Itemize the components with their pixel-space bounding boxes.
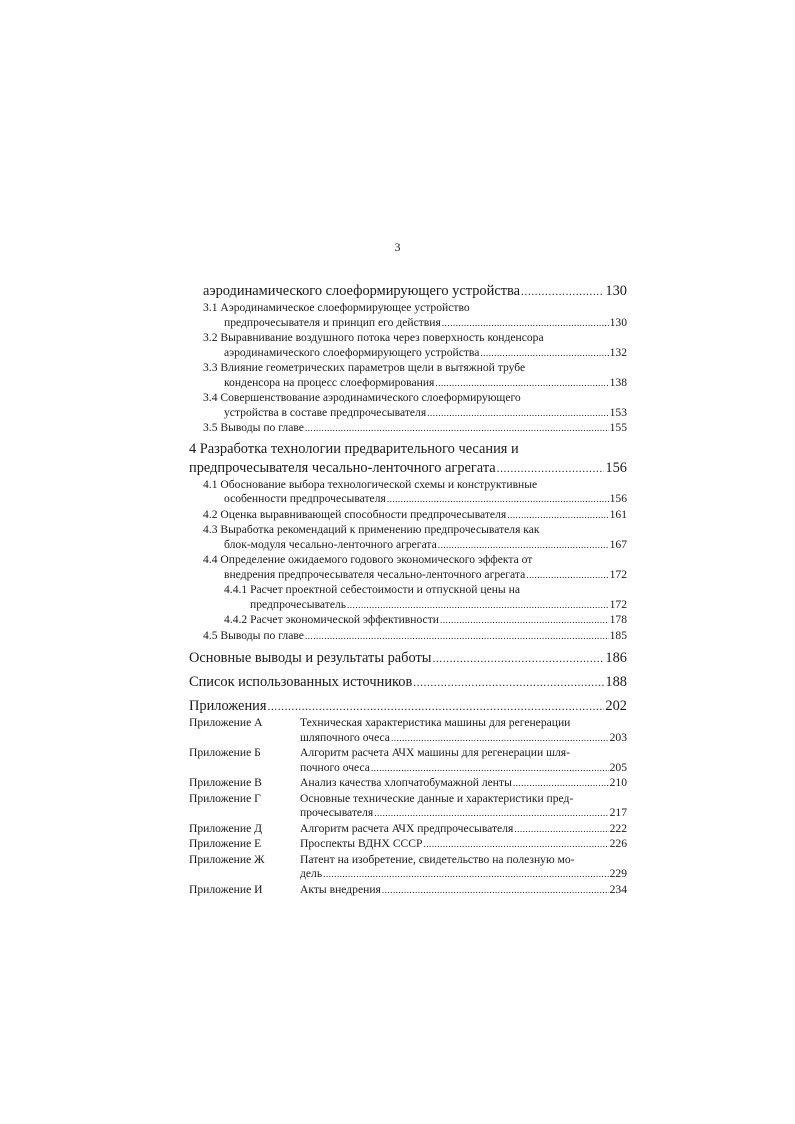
toc-sections-ch3 (189, 301, 627, 437)
toc-page-number: 138 (609, 375, 627, 389)
toc-entry-text: 4.1 Обоснование выбора технологической схемы и конструктивные (203, 477, 538, 491)
dot-leader (507, 509, 608, 524)
toc-entry-text: 3.2 Выравнивание воздушного потока через поверхность конденсора (203, 331, 544, 344)
toc-entry-text: 4.4 Определение ожидаемого годового экономического эффекта от (203, 553, 533, 566)
toc-entry (189, 583, 627, 613)
toc-entry (189, 421, 627, 437)
toc-entry-line (203, 316, 627, 332)
toc-entry-text: Основные выводы и результаты работы (189, 650, 432, 666)
appendix-entry (189, 746, 627, 776)
toc-entry-line (203, 376, 627, 392)
appendix-entry (189, 822, 627, 838)
dot-leader (391, 732, 609, 747)
dot-leader (427, 407, 608, 422)
toc-entry-4-5 (189, 629, 627, 645)
toc-entry-text: 4.5 Выводы по главе (203, 628, 304, 642)
appendix-title (300, 792, 627, 822)
toc-entry-text: внедрения предпрочесывателя чесально-ленточного агрегата (224, 567, 526, 581)
toc-subsections-4-4 (189, 583, 627, 629)
appendix-title-line (300, 867, 627, 883)
toc-entry-text: 3.5 Выводы по главе (203, 421, 304, 434)
appendix-title (300, 883, 627, 899)
toc-entry-text: блок-модуля чесально-ленточного агрегата (224, 537, 437, 551)
dot-leader (521, 282, 604, 301)
toc-entry-text: 3.3 Влияние геометрических параметров щели в вытяжной трубе (203, 361, 526, 374)
appendix-label: Приложение А (189, 716, 263, 729)
toc-entry-text: 3.4 Совершенствование аэродинамического слоеформирующего (203, 391, 521, 404)
appendix-label: Приложение Г (189, 791, 261, 805)
dot-leader (435, 377, 608, 392)
toc-entry-appendices (189, 697, 627, 716)
appendix-entry (189, 776, 627, 792)
appendix-title (300, 837, 627, 853)
appendix-title (300, 853, 627, 883)
toc-page-number: 205 (609, 760, 627, 774)
toc-entry-chapter-4 (189, 440, 627, 478)
toc-entry-line (203, 629, 627, 645)
toc-page-number: 156 (609, 492, 627, 505)
dot-leader (423, 838, 608, 853)
dot-leader (374, 807, 608, 822)
toc-page-number: 186 (605, 650, 627, 666)
toc-entry-text: аэродинамического слоеформирующего устройства (203, 283, 520, 299)
toc-entry (189, 523, 627, 553)
page-number: 3 (394, 240, 401, 254)
dot-leader (305, 630, 609, 645)
toc-page-number: 156 (605, 459, 627, 476)
appendix-title (300, 716, 627, 746)
toc-page-number: 178 (609, 613, 627, 626)
toc-entry (189, 331, 627, 361)
appendix-entry (189, 883, 627, 899)
toc-entry-line (203, 508, 627, 524)
toc-page-number: 229 (609, 867, 627, 880)
toc-entry-text: Приложения (189, 698, 267, 714)
appendix-title-line (300, 761, 627, 777)
toc-entry (189, 613, 627, 629)
dot-leader (413, 673, 604, 692)
dot-leader (480, 347, 608, 362)
appendix-title-text: Патент на изобретение, свидетельство на полезную мо- (300, 852, 575, 866)
toc-entry-text: устройства в составе предпрочесывателя (224, 405, 427, 419)
toc-entry-line (189, 673, 627, 692)
appendix-title-text: Основные технические данные и характеристики пред- (300, 791, 574, 805)
toc-sections-ch4 (189, 478, 627, 584)
appendix-label: Приложение Д (189, 821, 263, 835)
toc-entry-text: 4 Разработка технологии предварительного чесания и (189, 440, 519, 457)
toc-entry-line (203, 492, 627, 508)
appendix-label: Приложение В (189, 776, 262, 789)
toc-entry-text: 4.4.2 Расчет экономической эффективности (224, 613, 439, 626)
toc-page-number: 188 (605, 674, 627, 690)
toc-entry-line (224, 613, 627, 629)
appendix-title-text: прочесывателя (300, 806, 374, 819)
dot-leader (497, 459, 605, 478)
toc-entry-text: предпрочесывателя чесально-ленточного агрегата (189, 459, 496, 476)
toc-entry-text: аэродинамического слоеформирующего устройства (224, 345, 480, 359)
toc-entry-line (203, 568, 627, 584)
appendix-label: Приложение Б (189, 746, 261, 759)
toc-entry-line (203, 282, 627, 301)
appendix-entry (189, 837, 627, 853)
appendix-title-line (300, 776, 627, 792)
toc-page-number: 167 (609, 537, 627, 551)
toc-appendix-list (189, 716, 627, 898)
toc-entry (189, 478, 627, 508)
toc-entry (189, 301, 627, 331)
toc-entry-line (224, 598, 627, 614)
appendix-title-line (300, 822, 627, 838)
toc-entry-text: предпрочесывателя и принцип его действия (224, 315, 441, 329)
toc-entry-text: предпрочесыватель (250, 597, 347, 611)
toc-page-number: 217 (609, 806, 627, 819)
appendix-title-line (300, 837, 627, 853)
toc-page-number: 132 (609, 345, 627, 359)
dot-leader (371, 762, 609, 777)
appendix-title-line (300, 883, 627, 899)
toc-entry-text: 3.1 Аэродинамическое слоеформирующее устройство (203, 301, 470, 314)
toc-page-number: 153 (609, 405, 627, 419)
appendix-title-text: Техническая характеристика машины для регенерации (300, 716, 571, 729)
toc-page-number: 185 (609, 628, 627, 642)
toc-entry-conclusions (189, 649, 627, 668)
toc-entry-text: 4.3 Выработка рекомендаций к применению предпрочесывателя как (203, 523, 540, 536)
toc-page-number: 203 (609, 730, 627, 744)
appendix-title-text: дель (300, 867, 323, 880)
dot-leader (440, 614, 609, 629)
table-of-contents (189, 282, 627, 898)
dot-leader (347, 599, 609, 614)
appendix-label: Приложение Ж (189, 852, 265, 866)
appendix-title-text: Алгоритм расчета АЧХ предпрочесывателя (300, 821, 514, 835)
dot-leader (442, 317, 609, 332)
toc-entry (189, 361, 627, 391)
appendix-title-text: Анализ качества хлопчатобумажной ленты (300, 776, 512, 789)
dot-leader (514, 823, 608, 838)
toc-entry-line (203, 406, 627, 422)
appendix-title-text: шляпочного очеса (300, 730, 390, 744)
appendix-title-text: Акты внедрения (300, 882, 381, 896)
appendix-label: Приложение Е (189, 837, 262, 850)
toc-entry (189, 391, 627, 421)
toc-page-number: 161 (609, 507, 627, 521)
appendix-title-text: Проспекты ВДНХ СССР (300, 837, 423, 850)
dot-leader (323, 868, 608, 883)
appendix-entry (189, 716, 627, 746)
toc-entry-text: 4.4.1 Расчет проектной себестоимости и отпускной цены на (224, 583, 520, 596)
appendix-entry (189, 853, 627, 883)
dot-leader (432, 649, 604, 668)
toc-entry-line (203, 538, 627, 554)
toc-page-number: 172 (609, 597, 627, 611)
toc-page-number: 222 (609, 821, 627, 835)
appendix-title (300, 822, 627, 838)
toc-page-number: 210 (609, 776, 627, 789)
dot-leader (438, 539, 609, 554)
toc-page-number: 172 (609, 567, 627, 581)
toc-entry-text: конденсора на процесс слоеформирования (224, 375, 435, 389)
toc-entry-text: 4.2 Оценка выравнивающей способности предпрочесывателя (203, 507, 507, 521)
toc-entry (189, 508, 627, 524)
toc-entry-line (189, 649, 627, 668)
toc-page-number: 202 (605, 698, 627, 714)
dot-leader (526, 569, 608, 584)
appendix-title-text: Алгоритм расчета АЧХ машины для регенерации шля- (300, 746, 570, 759)
toc-entry-text: Список использованных источников (189, 674, 413, 690)
appendix-title-line (300, 731, 627, 747)
dot-leader (305, 422, 609, 437)
toc-entry-ch3-title-continued (189, 282, 627, 301)
appendix-label: Приложение И (189, 882, 263, 896)
toc-entry-line (203, 421, 627, 437)
toc-entry-text: особенности предпрочесывателя (224, 492, 386, 505)
appendix-title-line (300, 806, 627, 822)
appendix-title (300, 776, 627, 792)
toc-entry-line (203, 346, 627, 362)
toc-page-number: 155 (609, 421, 627, 434)
dot-leader (387, 493, 609, 508)
toc-page-number: 226 (609, 837, 627, 850)
appendix-entry (189, 792, 627, 822)
toc-page-number: 130 (605, 283, 627, 299)
toc-entry (189, 553, 627, 583)
toc-entry-references (189, 673, 627, 692)
toc-entry-line (189, 697, 627, 716)
appendix-title-text: почного очеса (300, 760, 370, 774)
toc-page-number: 130 (609, 315, 627, 329)
dot-leader (267, 697, 604, 716)
toc-page-number: 234 (609, 882, 627, 896)
dot-leader (382, 884, 609, 899)
toc-entry-line (189, 459, 627, 478)
dot-leader (513, 777, 609, 792)
appendix-title (300, 746, 627, 776)
